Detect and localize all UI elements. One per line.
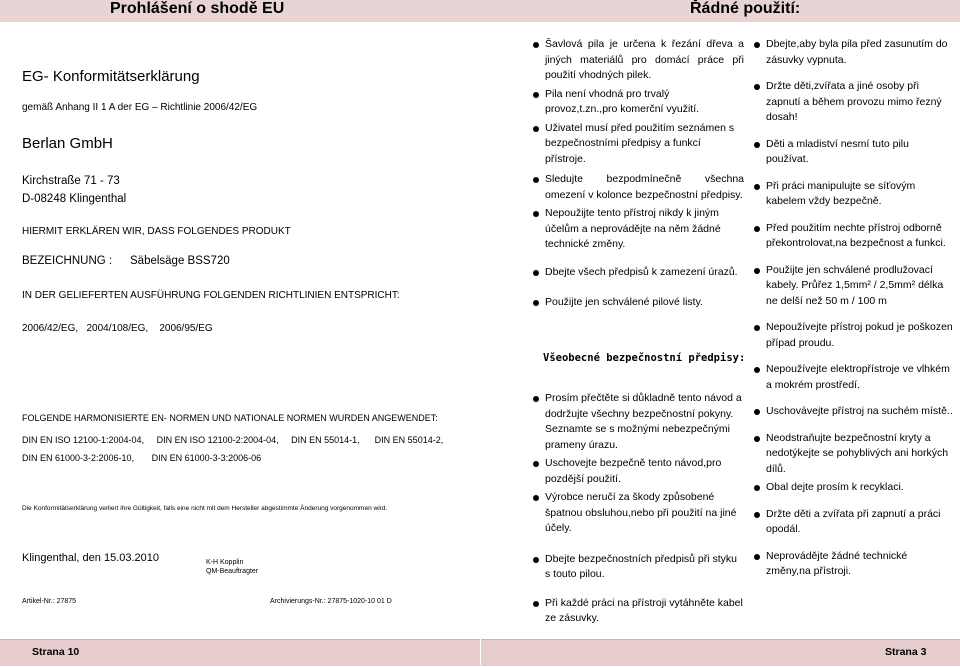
declaration-title: EG- Konformitätserklärung xyxy=(22,68,200,85)
usage-item: Nepoužijte tento přístroj nikdy k jiným účelům a neprovádějte na něm žádné technické změny. xyxy=(532,206,744,253)
left-page-number: Strana 10 xyxy=(32,646,80,658)
usage-item: Sledujte bezpodmínečně všechna omezení v kolonce bezpečnostní předpisy. xyxy=(532,172,744,203)
safety-item: Prosím přečtěte si důkladně tento návod a dodržujte všechny bezpečnostní pokyny. Seznamte se s možnými nebezpečnými prameny úrazu. xyxy=(532,391,744,453)
safety-item: Dbejte,aby byla pila před zasunutím do zásuvky vypnuta. xyxy=(753,37,953,68)
safety-item: Neprovádějte žádné technické změny,na přístroji. xyxy=(753,549,953,580)
declaration-statement: HIERMIT ERKLÄREN WIR, DASS FOLGENDES PRODUKT xyxy=(22,226,291,237)
safety-item: Držte děti,zvířata a jiné osoby při zapnutí a během provozu mimo řezný dosah! xyxy=(753,79,953,126)
usage-item: Pila není vhodná pro trvalý provoz,t.zn.,pro komerční využití. xyxy=(532,87,744,118)
place-date: Klingenthal, den 15.03.2010 xyxy=(22,552,160,564)
usage-item: Uživatel musí před použitím seznámen s bezpečnostními předpisy a funkcí přístroje. xyxy=(532,121,744,168)
company-name: Berlan GmbH xyxy=(22,135,113,152)
conformity-line: IN DER GELIEFERTEN AUSFÜHRUNG FOLGENDEN RICHTLINIEN ENTSPRICHT: xyxy=(22,290,400,301)
usage-item: Šavlová pila je určena k řezání dřeva a jiných materiálů pro domácí práce při použití vhodných pilek. xyxy=(532,37,744,84)
standards-line-2: DIN EN 61000-3-2:2006-10, DIN EN 61000-3-3:2006-06 xyxy=(22,453,262,463)
designation-label: BEZEICHNUNG : xyxy=(22,255,113,267)
signer-name: K-H Kopplin xyxy=(206,559,244,566)
safety-item: Držte děti a zvířata při zapnutí a práci opodál. xyxy=(753,507,953,538)
validity-note: Die Konformitätserklärung verliert ihre Gültigkeit, falls eine nicht mit dem Hersteller abgestimmte Änderung vorgenommen wird. xyxy=(22,505,388,512)
safety-item: Uschovejte bezpečně tento návod,pro pozdější použití. xyxy=(532,456,744,487)
signer-role: QM-Beauftragter xyxy=(206,568,259,575)
designation-value: Säbelsäge BSS720 xyxy=(130,255,230,267)
usage-item: Použijte jen schválené pilové listy. xyxy=(532,295,744,311)
declaration-directive: gemäß Anhang II 1 A der EG – Richtlinie 2006/42/EG xyxy=(22,102,258,113)
right-page-number: Strana 3 xyxy=(885,646,927,658)
footer-divider xyxy=(480,639,481,665)
article-number: Artikel-Nr.: 27875 xyxy=(22,598,77,605)
safety-item: Obal dejte prosím k recyklaci. xyxy=(753,480,953,496)
safety-item: Výrobce neručí za škody způsobené špatnou obsluhou,nebo při použití na jiné účely. xyxy=(532,490,744,537)
safety-item: Nepoužívejte přístroj pokud je poškozen případ proudu. xyxy=(753,320,953,351)
safety-item: Neodstraňujte bezpečnostní kryty a nedotýkejte se pohyblivých ani horkých dílů. xyxy=(753,431,953,478)
safety-column xyxy=(532,391,744,627)
safety-item: Při práci manipulujte se síťovým kabelem vždy bezpečně. xyxy=(753,179,953,210)
company-street: Kirchstraße 71 - 73 xyxy=(22,175,120,187)
directive-list: 2006/42/EG, 2004/108/EG, 2006/95/EG xyxy=(22,323,213,334)
usage-column xyxy=(532,37,744,311)
safety-item: Uschovávejte přístroj na suchém místě.. xyxy=(753,404,953,420)
safety-item: Při každé práci na přístroji vytáhněte kabel ze zásuvky. xyxy=(532,596,744,627)
safety-item: Před použitím nechte přístroj odborně překontrolovat,na bezpečnost a funkci. xyxy=(753,221,953,252)
safety-item: Děti a mladiství nesmí tuto pilu používat. xyxy=(753,137,953,168)
safety-heading: Všeobecné bezpečnostní předpisy: xyxy=(543,352,746,364)
safety-item: Použijte jen schválené prodlužovací kabely. Průřez 1,5mm² / 2,5mm² délka ne delší než 50 m / 100 m xyxy=(753,263,953,310)
standards-heading: FOLGENDE HARMONISIERTE EN- NORMEN UND NATIONALE NORMEN WURDEN ANGEWENDET: xyxy=(22,413,438,423)
safety-item: Dbejte bezpečnostních předpisů při styku s touto pilou. xyxy=(532,552,744,583)
archive-number: Archivierungs-Nr.: 27875-1020-10 01 D xyxy=(270,598,392,605)
right-page-title: Řádné použití: xyxy=(690,0,801,17)
company-city: D-08248 Klingenthal xyxy=(22,193,127,205)
standards-line-1: DIN EN ISO 12100-1:2004-04, DIN EN ISO 12100-2:2004-04, DIN EN 55014-1, DIN EN 55014-2, xyxy=(22,435,444,445)
left-page-title: Prohlášení o shodě EU xyxy=(110,0,285,17)
safety-item: Nepoužívejte elektropřístroje ve vlhkém a mokrém prostředí. xyxy=(753,362,953,393)
usage-item: Dbejte všech předpisů k zamezení úrazů. xyxy=(532,265,744,281)
right-safety-column xyxy=(753,37,953,580)
